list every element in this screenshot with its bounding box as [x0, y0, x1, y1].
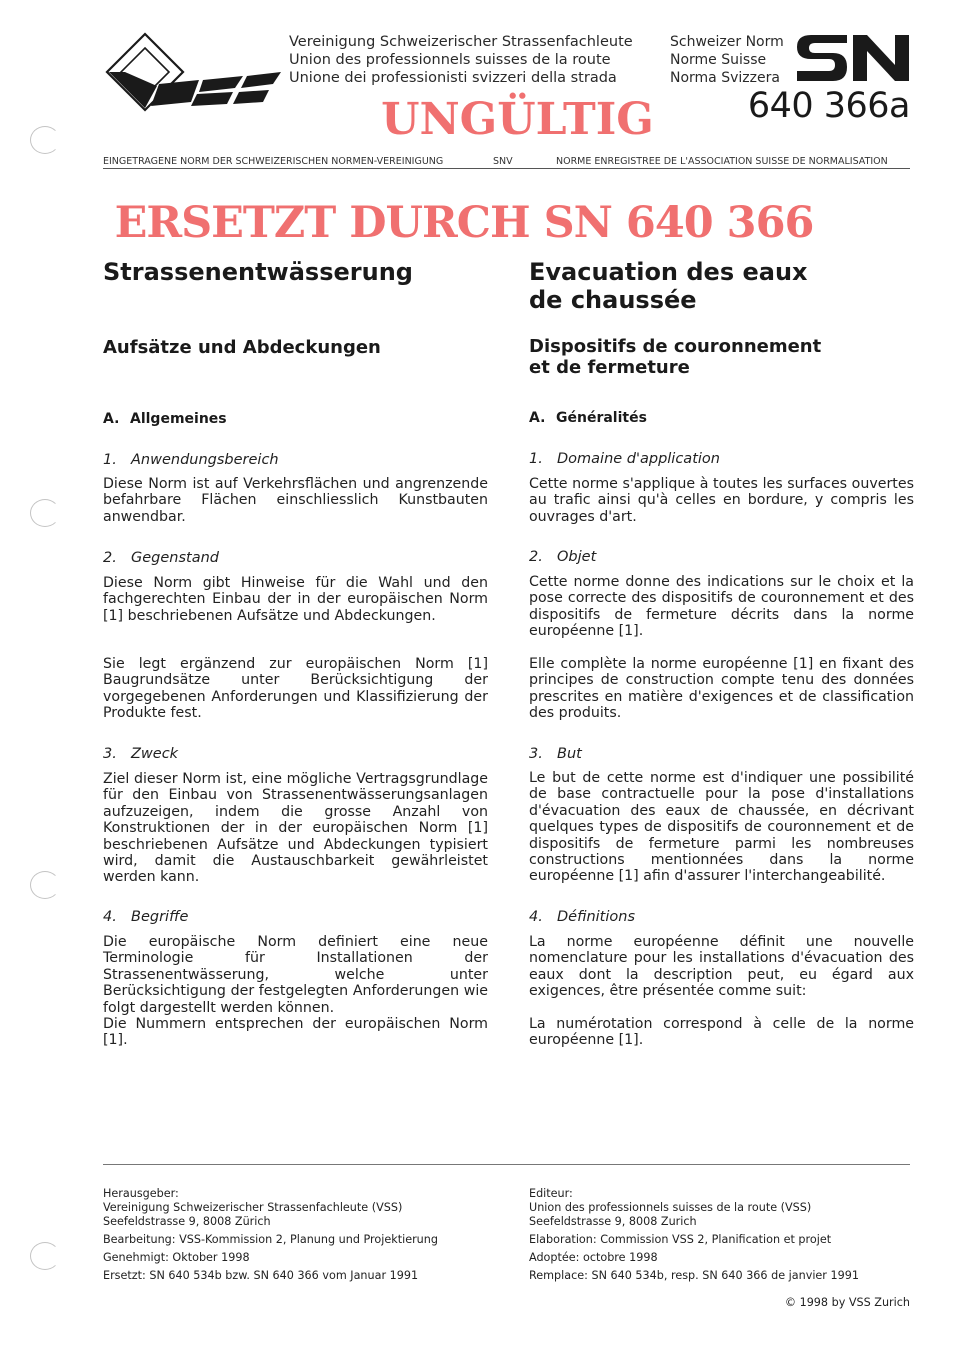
publisher-address: Seefeldstrasse 9, 8008 Zurich	[529, 1215, 697, 1228]
paragraph-fr: La numérotation correspond à celle de la norme européenne [1].	[529, 1016, 914, 1049]
punch-hole-mark	[30, 126, 60, 154]
paragraph-fr: Cette norme donne des indications sur le choix et la pose correcte des dispositifs de couronnement et des dispositifs de fermeture décrits dans la norme européenne [1].	[529, 574, 914, 640]
subtitle-fr-line-2: et de fermeture	[529, 357, 690, 378]
publisher-address: Seefeldstrasse 9, 8008 Zürich	[103, 1215, 271, 1228]
norm-number: 640 366a	[747, 86, 910, 126]
item-number: 1.	[529, 451, 543, 467]
item-heading-fr-2	[529, 549, 914, 565]
item-title: Domaine d'application	[557, 451, 720, 467]
editing-info: Elaboration: Commission VSS 2, Planification et projet	[529, 1233, 832, 1246]
editing-info: Bearbeitung: VSS-Kommission 2, Planung und Projektierung	[103, 1233, 438, 1246]
approval-date: Genehmigt: Oktober 1998	[103, 1251, 250, 1264]
publisher-name: Union des professionnels suisses de la route (VSS)	[529, 1201, 812, 1214]
registration-de: EINGETRAGENE NORM DER SCHWEIZERISCHEN NORMEN-VEREINIGUNG	[103, 156, 444, 167]
title-fr	[529, 258, 914, 314]
invalid-stamp: UNGÜLTIG	[381, 94, 654, 145]
item-heading-fr-3	[529, 746, 914, 762]
replaced-stamp: ERSETZT DURCH SN 640 366	[114, 198, 814, 248]
org-name-de: Vereinigung Schweizerischer Strassenfachleute	[289, 34, 633, 50]
item-title: But	[557, 746, 582, 762]
item-title: Définitions	[557, 909, 636, 925]
item-title: Anwendungsbereich	[131, 452, 279, 468]
item-heading-de-1	[103, 452, 488, 468]
item-number: 3.	[103, 746, 117, 762]
paragraph-de: Die europäische Norm definiert eine neue Terminologie für Installationen der Strassenentwässerung, welche unter Berücksichtigung der festgelegten Anforderungen wie folgt dargestellt werden können.	[103, 934, 488, 1016]
org-name-it: Unione dei professionisti svizzeri della strada	[289, 70, 617, 86]
registration-rule	[103, 168, 910, 169]
item-title: Zweck	[131, 746, 179, 762]
norm-label-de: Schweizer Norm	[670, 34, 784, 50]
sn-logo	[795, 31, 911, 85]
copyright: © 1998 by VSS Zurich	[784, 1296, 910, 1309]
vss-logo	[103, 32, 283, 112]
replaces-info: Remplace: SN 640 534b, resp. SN 640 366 de janvier 1991	[529, 1269, 859, 1282]
registration-snv: SNV	[493, 156, 513, 167]
title-fr-line-2: de chaussée	[529, 286, 697, 314]
paragraph-fr: Elle complète la norme européenne [1] en fixant des principes de construction compte tenu des données prescrites en matière d'exigences et de classification des produits.	[529, 656, 914, 722]
footer-rule	[103, 1164, 910, 1165]
item-number: 3.	[529, 746, 543, 762]
paragraph-de: Sie legt ergänzend zur europäischen Norm [1] Baugrundsätze unter Berücksichtigung der vorgegebenen Anforderungen und Klassifizierung der Produkte fest.	[103, 656, 488, 722]
item-number: 4.	[103, 909, 117, 925]
paragraph-fr: La norme européenne définit une nouvelle nomenclature pour les installations d'évacuation des eaux dont la description peut, eu égard aux exigences, être présentée comme suit:	[529, 934, 914, 1000]
paragraph-fr: Cette norme s'applique à toutes les surfaces ouvertes au trafic ainsi qu'à celles en bordure, y compris les ouvrages d'art.	[529, 476, 914, 525]
item-heading-fr-4	[529, 909, 914, 925]
paragraph-fr: Le but de cette norme est d'indiquer une possibilité de base contractuelle pour la pose d'installations d'évacuation des eaux de chaussée, en décrivant quelques types de dispositifs de couronnement et de dispositifs de fermeture parmi les nombreuses constructions mentionnées dans la norme européenne [1] afin d'assurer l'interchangeabilité.	[529, 770, 914, 885]
footer-fr	[529, 1187, 914, 1283]
publisher-name: Vereinigung Schweizerischer Strassenfachleute (VSS)	[103, 1201, 403, 1214]
section-title: Allgemeines	[130, 411, 227, 427]
footer-de	[103, 1187, 488, 1283]
item-number: 2.	[529, 549, 543, 565]
paragraph-de: Diese Norm ist auf Verkehrsflächen und angrenzende befahrbare Flächen einschliesslich Kunstbauten anwendbar.	[103, 476, 488, 525]
publisher-label: Editeur:	[529, 1187, 573, 1200]
registration-fr: NORME ENREGISTREE DE L'ASSOCIATION SUISSE DE NORMALISATION	[556, 156, 888, 167]
item-number: 4.	[529, 909, 543, 925]
subtitle-fr	[529, 336, 914, 378]
norm-label-fr: Norme Suisse	[670, 52, 767, 68]
item-heading-de-4	[103, 909, 488, 925]
subtitle-fr-line-1: Dispositifs de couronnement	[529, 336, 822, 357]
item-number: 1.	[103, 452, 117, 468]
item-title: Gegenstand	[131, 550, 219, 566]
item-heading-de-3	[103, 746, 488, 762]
punch-hole-mark	[30, 499, 60, 527]
item-number: 2.	[103, 550, 117, 566]
section-number: A.	[529, 410, 546, 426]
item-heading-fr-1	[529, 451, 914, 467]
paragraph-de: Die Nummern entsprechen der europäischen Norm [1].	[103, 1016, 488, 1049]
punch-hole-mark	[30, 871, 60, 899]
paragraph-de: Diese Norm gibt Hinweise für die Wahl und den fachgerechten Einbau der in der europäischen Norm [1] beschriebenen Aufsätze und Abdeckungen.	[103, 575, 488, 624]
paragraph-de: Ziel dieser Norm ist, eine mögliche Vertragsgrundlage für den Einbau von Strassenentwässerungsanlagen aufzuzeigen, indem die grosse Anzahl von Konstruktionen der in der europäischen Norm [1] beschriebenen Aufsätze und Abdeckungen typisiert wird, damit die Austauschbarkeit gewährleistet werden kann.	[103, 771, 488, 886]
organization-names	[289, 33, 633, 87]
section-title: Généralités	[556, 410, 647, 426]
section-heading-fr	[529, 410, 914, 426]
section-heading-de	[103, 411, 488, 427]
item-heading-de-2	[103, 550, 488, 566]
punch-hole-mark	[30, 1242, 60, 1270]
subtitle-de: Aufsätze und Abdeckungen	[103, 337, 381, 358]
replaces-info: Ersetzt: SN 640 534b bzw. SN 640 366 vom Januar 1991	[103, 1269, 419, 1282]
org-name-fr: Union des professionnels suisses de la route	[289, 52, 611, 68]
approval-date: Adoptée: octobre 1998	[529, 1251, 658, 1264]
title-de: Strassenentwässerung	[103, 258, 413, 286]
title-fr-line-1: Evacuation des eaux	[529, 258, 808, 286]
norm-labels	[670, 33, 784, 87]
publisher-label: Herausgeber:	[103, 1187, 179, 1200]
norm-label-it: Norma Svizzera	[670, 70, 780, 86]
item-title: Begriffe	[131, 909, 189, 925]
item-title: Objet	[557, 549, 597, 565]
section-number: A.	[103, 411, 120, 427]
